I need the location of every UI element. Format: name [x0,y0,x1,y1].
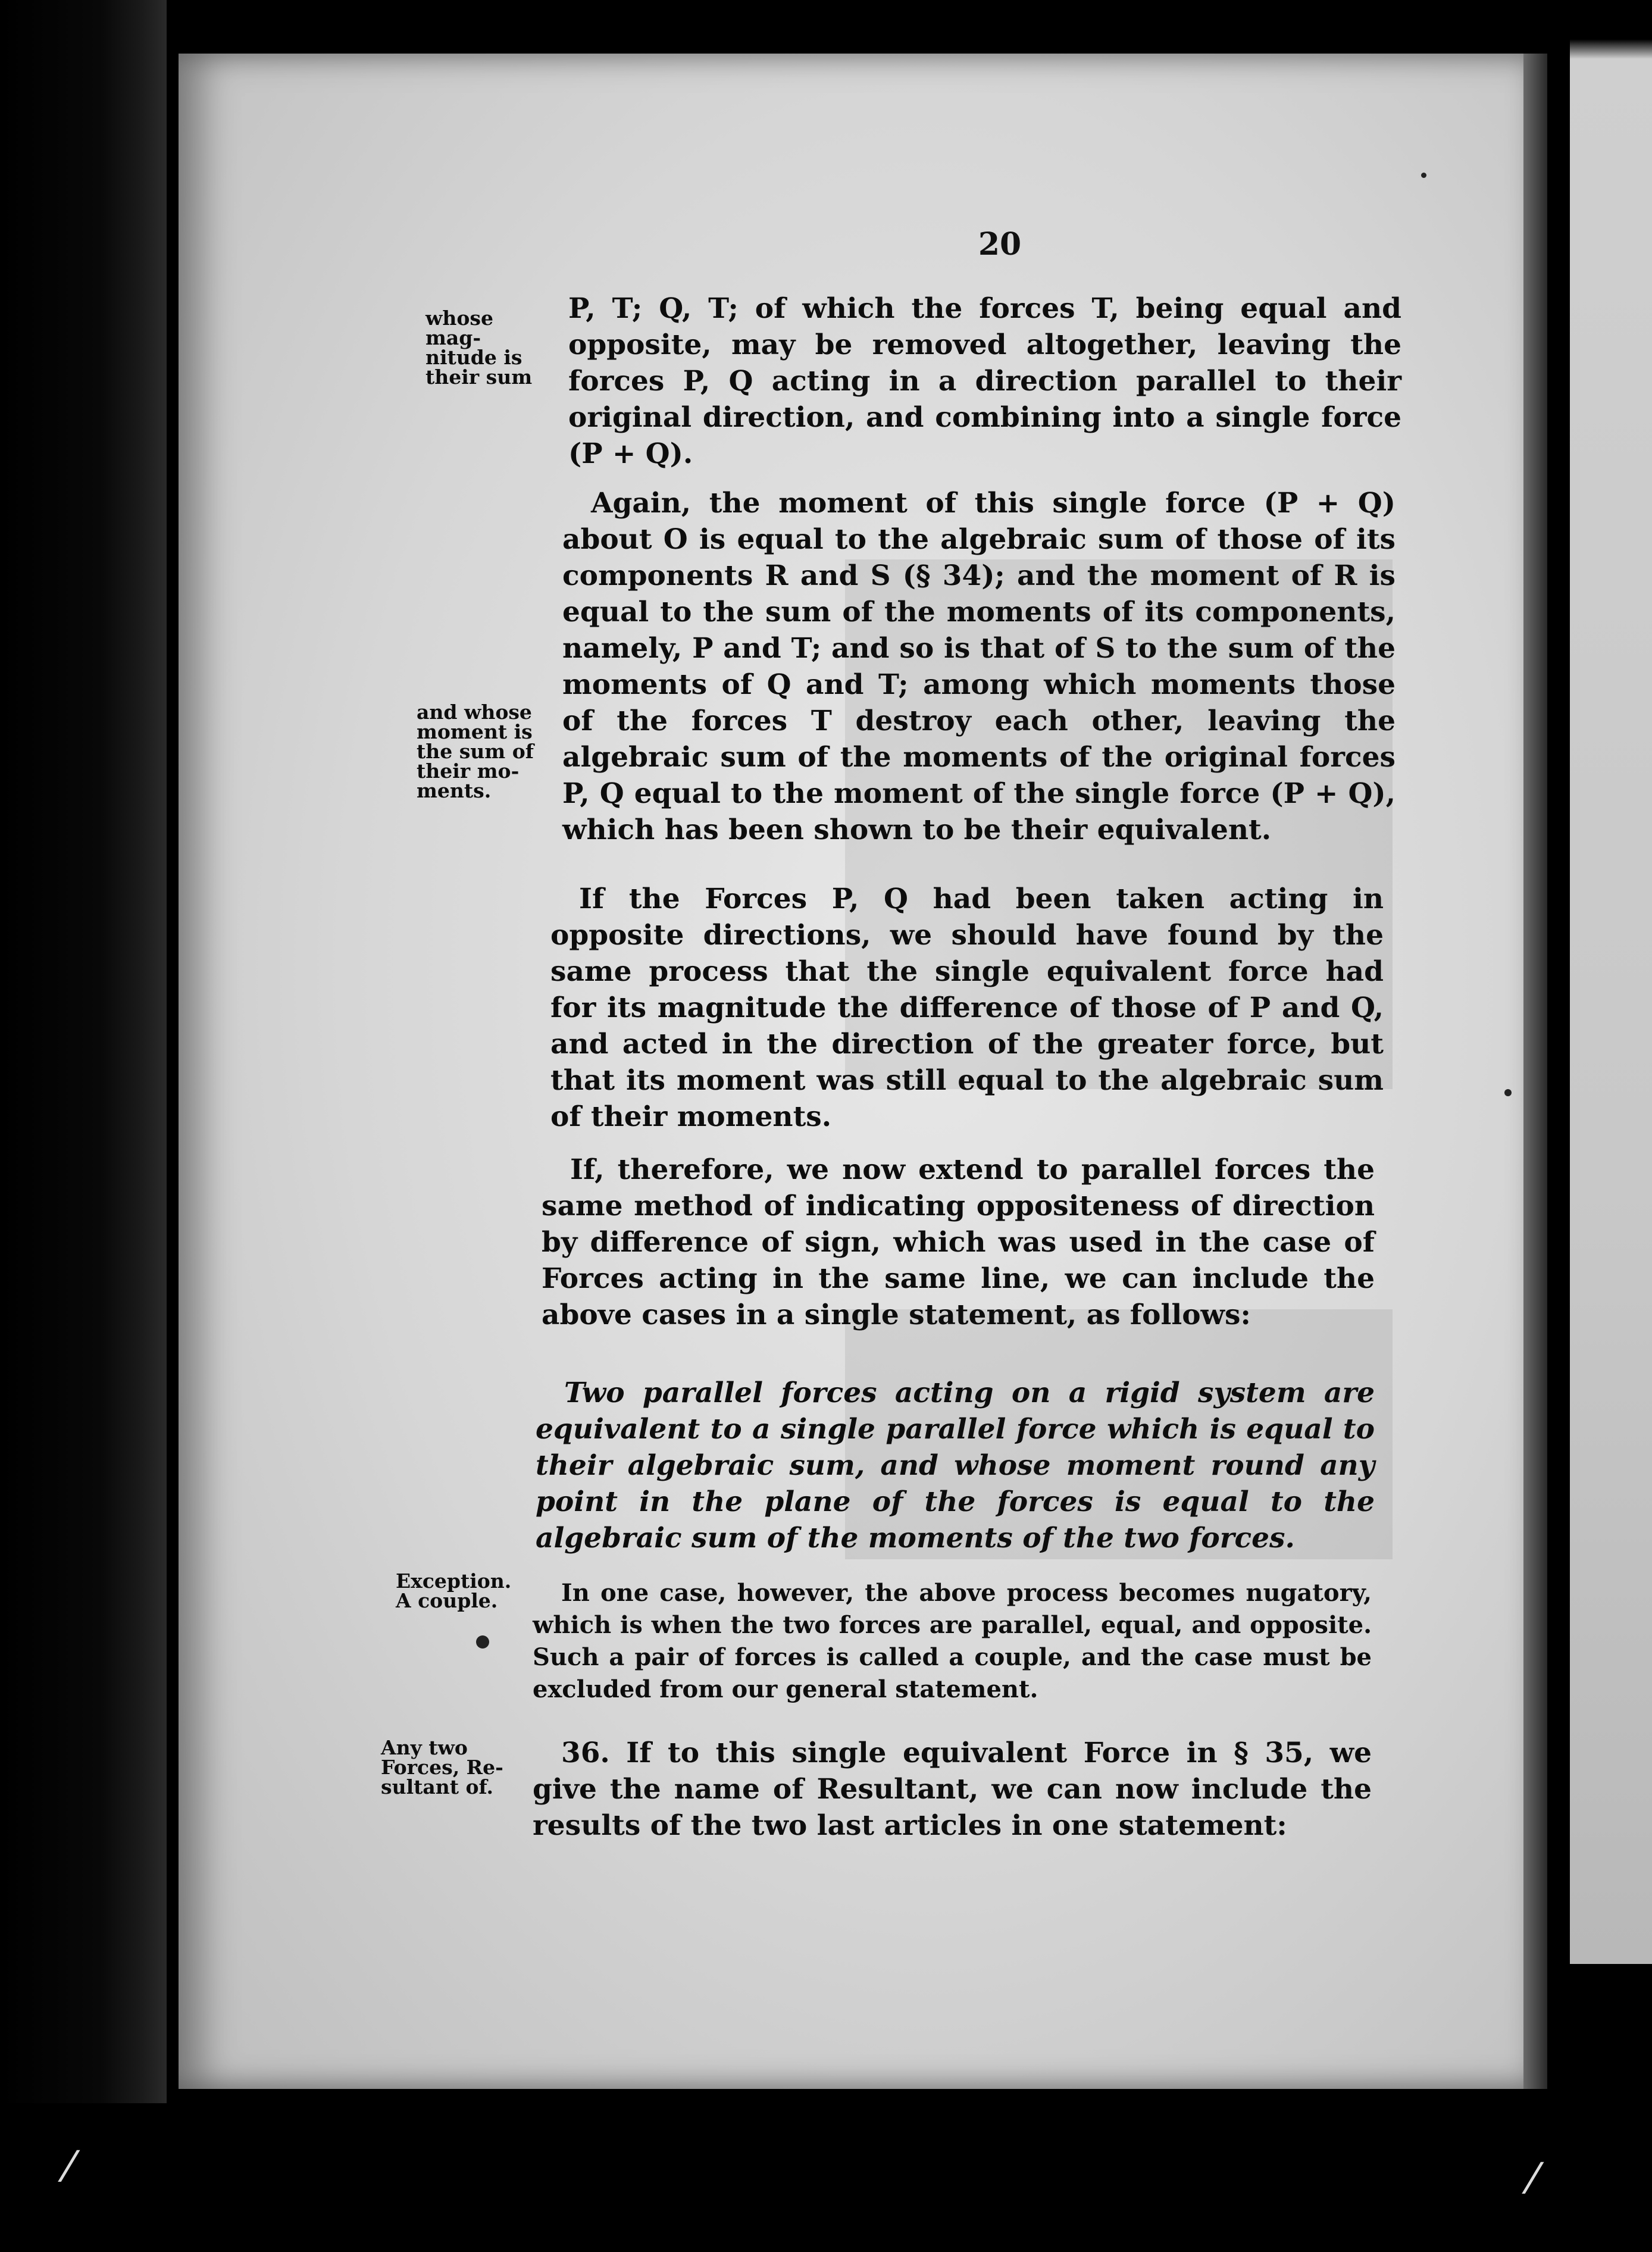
adjacent-page-strip [1559,0,1652,1964]
paragraph-36: 36. If to this single equivalent Force in § 35, we give the name of Resultant, we can now include the results of the two last articles in one statement: [533,1737,1372,1842]
page-edge-shadow [1523,54,1547,2089]
page-number: 20 [978,226,1022,262]
principle-statement: Two parallel forces acting on a rigid system are equivalent to a single parallel force which is equal to their algebraic sum, and whose moment round any point in the plane of the forces is equal to the algebraic sum of the moments of the two forces. [536,1377,1375,1554]
film-scratch-mark: ⁄ [65,2142,73,2191]
film-frame-bottom [0,2103,1652,2252]
film-scratch-mark: ⁄ [1529,2154,1537,2203]
paragraph-2: Again, the moment of this single force (P + Q) about O is equal to the algebraic sum of those of its components R and S (§ 34); and the moment of R is equal to the sum of the moments of its components, namely, P and T; and so is that of S to the sum of the moments of Q and T; among which moments those of the forces T destroy each other, leaving the algebraic sum of the moments of the original forces P, Q equal to the moment of the single force (P + Q), which has been shown to be their equivalent. [562,487,1396,846]
film-frame-left [0,0,167,2252]
paragraph-3: If the Forces P, Q had been taken acting in opposite directions, we should have found by the same process that the single equivalent force had for its magnitude the difference of those of P and Q, and acted in the direction of the greater force, but that its moment was still equal to the algebraic sum of their moments. [550,883,1384,1133]
ink-blot [476,1635,489,1649]
paragraph-couple: In one case, however, the above process becomes nugatory, which is when the two forces are parallel, equal, and opposite. Such a pair of forces is called a couple, and the case must be excluded from our general statement. [533,1579,1372,1703]
paragraph-4: If, therefore, we now extend to parallel forces the same method of indicating oppositeness of direction by difference of sign, which was used in the case of Forces acting in the same line, we can include the above cases in a single statement, as follows: [542,1153,1375,1331]
paragraph-1: P, T; Q, T; of which the forces T, being equal and opposite, may be removed altogether, leaving the forces P, Q acting in a direction parallel to their original direction, and combining into a single force (P + Q). [568,292,1401,470]
margin-note-magnitude: whose mag- nitude is their sum [425,306,533,389]
ink-speck [1421,173,1426,178]
margin-note-exception: Exception. A couple. [396,1569,512,1612]
ink-speck [1504,1089,1512,1096]
margin-note-resultant: Any two Forces, Re- sultant of. [381,1736,503,1799]
margin-note-moment: and whose moment is the sum of their mo- ments. [417,700,534,802]
